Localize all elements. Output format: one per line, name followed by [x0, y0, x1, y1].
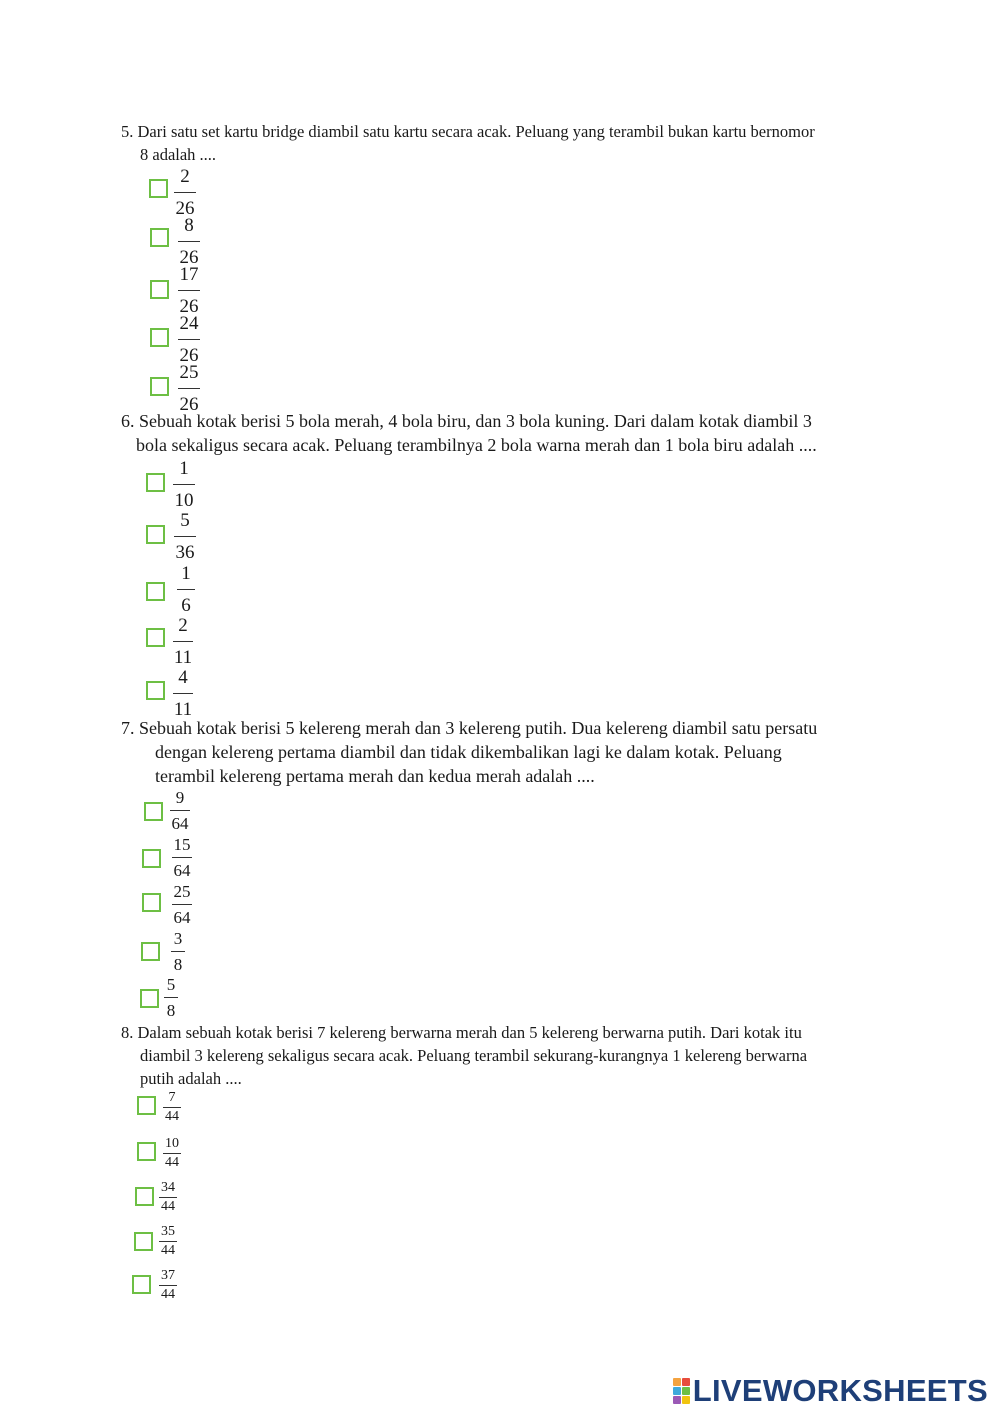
liveworksheets-logo[interactable] [673, 1374, 988, 1408]
denominator: 10 [174, 490, 194, 511]
denominator: 11 [173, 699, 193, 720]
denominator: 64 [171, 814, 189, 833]
denominator: 36 [175, 542, 195, 563]
logo-mark-icon [673, 1378, 690, 1404]
denominator: 26 [179, 296, 199, 317]
answer-checkbox[interactable] [149, 179, 168, 198]
numerator: 4 [178, 667, 188, 688]
fraction [173, 616, 193, 667]
logo-square [682, 1378, 690, 1386]
answer-checkbox[interactable] [132, 1275, 151, 1294]
denominator: 44 [161, 1199, 175, 1214]
answer-checkbox[interactable] [146, 582, 165, 601]
numerator: 34 [161, 1180, 175, 1195]
answer-checkbox[interactable] [140, 989, 159, 1008]
numerator: 5 [166, 975, 176, 994]
answer-checkbox[interactable] [141, 942, 160, 961]
answer-checkbox[interactable] [137, 1142, 156, 1161]
answer-checkbox[interactable] [144, 802, 163, 821]
fraction [178, 216, 200, 267]
fraction [164, 976, 178, 1019]
question-8-text-line1: 8. Dalam sebuah kotak berisi 7 kelereng berwarna merah dan 5 kelereng berwarna putih. Dari kotak itu [121, 1023, 802, 1042]
fraction [163, 1137, 181, 1170]
numerator: 17 [179, 264, 199, 285]
fraction [159, 1269, 177, 1302]
numerator: 9 [175, 788, 185, 807]
question-7-text-line1: 7. Sebuah kotak berisi 5 kelereng merah dan 3 kelereng putih. Dua kelereng diambil satu persatu [121, 718, 818, 738]
logo-square [673, 1378, 681, 1386]
fraction [174, 167, 196, 218]
question-8-text-line2: diambil 3 kelereng sekaligus secara acak. Peluang terambil sekurang-kurangnya 1 kelereng berwarna [140, 1046, 808, 1065]
fraction [172, 883, 192, 926]
answer-checkbox[interactable] [150, 280, 169, 299]
question-7-text-line2: dengan kelereng pertama diambil dan tidak dikembalikan lagi ke dalam kotak. Peluang [155, 742, 782, 762]
fraction [178, 314, 200, 365]
numerator: 8 [184, 215, 194, 236]
logo-square [673, 1387, 681, 1395]
denominator: 26 [179, 394, 199, 415]
answer-checkbox[interactable] [146, 628, 165, 647]
logo-square [673, 1396, 681, 1404]
answer-checkbox[interactable] [137, 1096, 156, 1115]
denominator: 6 [181, 595, 191, 616]
numerator: 25 [179, 362, 199, 383]
numerator: 1 [179, 458, 189, 479]
fraction [172, 836, 192, 879]
denominator: 64 [173, 861, 191, 880]
fraction [159, 1181, 177, 1214]
answer-checkbox[interactable] [135, 1187, 154, 1206]
denominator: 26 [179, 345, 199, 366]
fraction [159, 1225, 177, 1258]
denominator: 11 [173, 647, 193, 668]
answer-checkbox[interactable] [134, 1232, 153, 1251]
question-5-text-line1: 5. Dari satu set kartu bridge diambil satu kartu secara acak. Peluang yang terambil bukan kartu bernomor [121, 122, 815, 141]
answer-checkbox[interactable] [142, 849, 161, 868]
answer-checkbox[interactable] [146, 525, 165, 544]
numerator: 5 [180, 510, 190, 531]
numerator: 35 [161, 1224, 175, 1239]
question-6-text-line2: bola sekaligus secara acak. Peluang terambilnya 2 bola warna merah dan 1 bola biru adalah .... [136, 435, 817, 455]
logo-square [682, 1387, 690, 1395]
denominator: 44 [161, 1243, 175, 1258]
fraction [173, 668, 193, 719]
denominator: 26 [179, 247, 199, 268]
numerator: 1 [181, 563, 191, 584]
answer-checkbox[interactable] [146, 473, 165, 492]
numerator: 37 [161, 1268, 175, 1283]
numerator: 10 [165, 1136, 179, 1151]
denominator: 44 [161, 1287, 175, 1302]
numerator: 2 [180, 166, 190, 187]
logo-text: LIVEWORKSHEETS [692, 1373, 988, 1408]
question-8-text-line3: putih adalah .... [140, 1069, 242, 1088]
fraction [174, 511, 196, 562]
denominator: 64 [173, 908, 191, 927]
fraction [163, 1091, 181, 1124]
answer-checkbox[interactable] [150, 377, 169, 396]
fraction [171, 930, 185, 973]
fraction [177, 564, 195, 615]
logo-square [682, 1396, 690, 1404]
denominator: 44 [165, 1109, 179, 1124]
question-5-text-line2: 8 adalah .... [140, 145, 217, 164]
denominator: 8 [173, 955, 183, 974]
denominator: 44 [165, 1155, 179, 1170]
answer-checkbox[interactable] [150, 228, 169, 247]
answer-checkbox[interactable] [142, 893, 161, 912]
question-6-text-line1: 6. Sebuah kotak berisi 5 bola merah, 4 bola biru, dan 3 bola kuning. Dari dalam kotak diambil 3 [121, 411, 812, 431]
fraction [170, 789, 190, 832]
numerator: 24 [179, 313, 199, 334]
denominator: 8 [166, 1001, 176, 1020]
numerator: 2 [178, 615, 188, 636]
numerator: 15 [173, 835, 191, 854]
fraction [178, 265, 200, 316]
question-7-text-line3: terambil kelereng pertama merah dan kedua merah adalah .... [155, 766, 595, 786]
numerator: 7 [168, 1090, 176, 1105]
numerator: 3 [173, 929, 183, 948]
denominator: 26 [175, 198, 195, 219]
fraction [178, 363, 200, 414]
answer-checkbox[interactable] [150, 328, 169, 347]
fraction [173, 459, 195, 510]
answer-checkbox[interactable] [146, 681, 165, 700]
numerator: 25 [173, 882, 191, 901]
